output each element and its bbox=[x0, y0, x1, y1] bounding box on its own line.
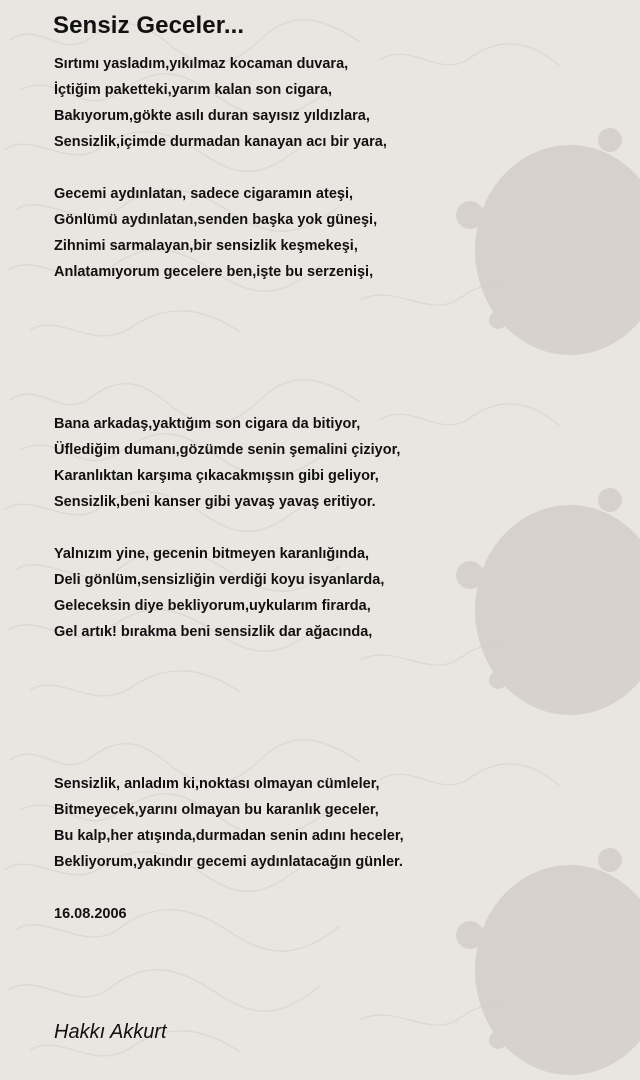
poem-title: Sensiz Geceler... bbox=[53, 12, 245, 39]
poem-line: Bana arkadaş,yaktığım son cigara da bitiyor, bbox=[54, 416, 361, 432]
poem-line: İçtiğim paketteki,yarım kalan son cigara, bbox=[54, 82, 333, 98]
stanza bbox=[54, 541, 384, 645]
poem-line: Sensizlik, anladım ki,noktası olmayan cümleler, bbox=[54, 776, 380, 792]
poem-line: Bakıyorum,gökte asılı duran sayısız yıldızlara, bbox=[54, 108, 370, 124]
stanza bbox=[54, 51, 387, 155]
stanza bbox=[54, 181, 377, 285]
poem-date: 16.08.2006 bbox=[54, 906, 127, 922]
poem-line: Sensizlik,beni kanser gibi yavaş yavaş eritiyor. bbox=[54, 494, 376, 510]
poem-line: Bekliyorum,yakındır gecemi aydınlatacağın günler. bbox=[54, 854, 403, 870]
poem-line: Anlatamıyorum gecelere ben,işte bu serzenişi, bbox=[54, 264, 374, 280]
poem-line: Yalnızım yine, gecenin bitmeyen karanlığında, bbox=[54, 546, 370, 562]
poem-line: Sırtımı yasladım,yıkılmaz kocaman duvara, bbox=[54, 56, 349, 72]
poem-line: Gecemi aydınlatan, sadece cigaramın ateşi, bbox=[54, 186, 354, 202]
poem-line: Karanlıktan karşıma çıkacakmışsın gibi geliyor, bbox=[54, 468, 379, 484]
poem-author: Hakkı Akkurt bbox=[54, 1021, 167, 1043]
poem-line: Bitmeyecek,yarını olmayan bu karanlık geceler, bbox=[54, 802, 379, 818]
poem-line: Gel artık! bırakma beni sensizlik dar ağacında, bbox=[54, 624, 373, 640]
poem-line: Sensizlik,içimde durmadan kanayan acı bir yara, bbox=[54, 134, 387, 150]
poem-line: Geleceksin diye bekliyorum,uykularım firarda, bbox=[54, 598, 371, 614]
poem-line: Gönlümü aydınlatan,senden başka yok güneşi, bbox=[54, 212, 378, 228]
poem-line: Üflediğim dumanı,gözümde senin şemalini çiziyor, bbox=[54, 442, 401, 458]
poem-line: Zihnimi sarmalayan,bir sensizlik keşmekeşi, bbox=[54, 238, 358, 254]
stanza bbox=[54, 771, 404, 875]
poem-line: Deli gönlüm,sensizliğin verdiği koyu isyanlarda, bbox=[54, 572, 385, 588]
poem-line: Bu kalp,her atışında,durmadan senin adını heceler, bbox=[54, 828, 404, 844]
stanza bbox=[54, 411, 400, 515]
